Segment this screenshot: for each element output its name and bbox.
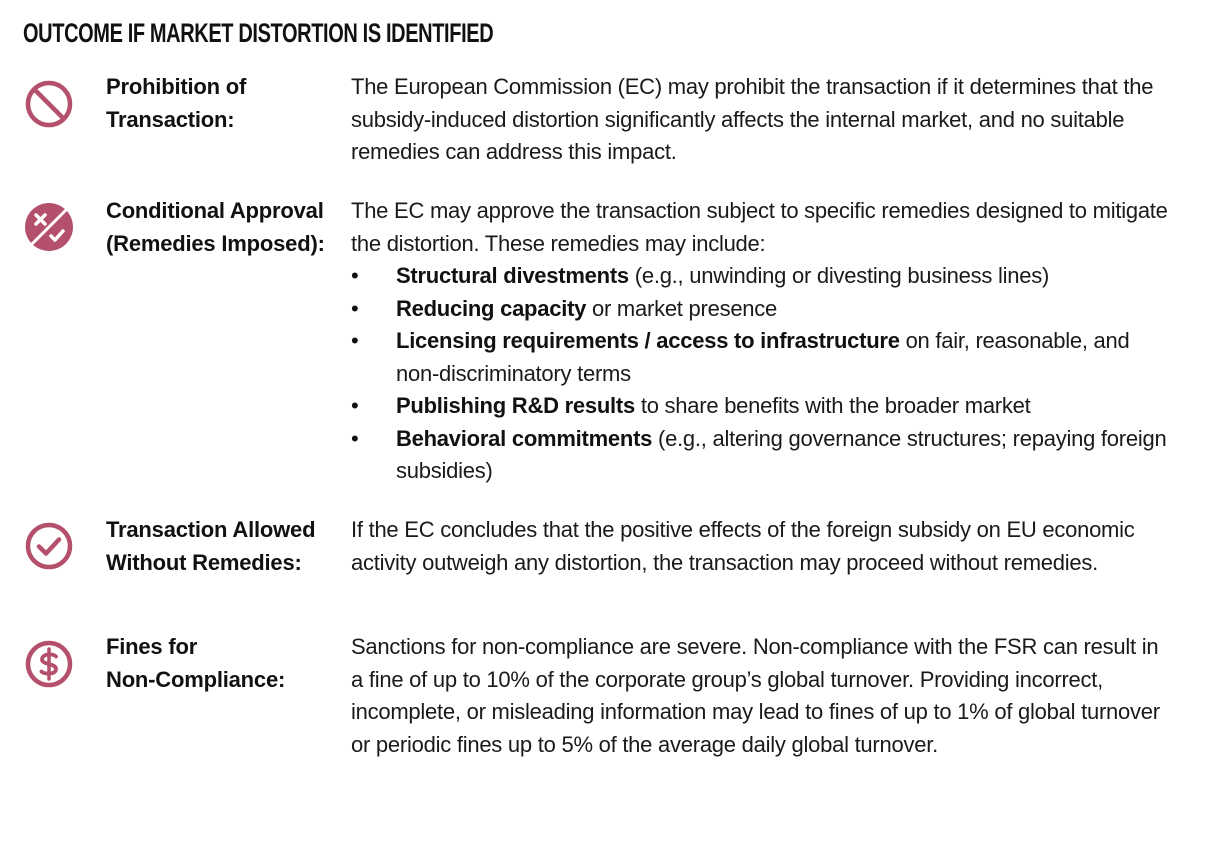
label-line: Without Remedies: <box>106 549 302 575</box>
list-item <box>351 293 1171 326</box>
label-line: Non-Compliance: <box>106 666 286 692</box>
label-line: Transaction: <box>106 106 235 132</box>
outcome-description <box>351 631 1171 761</box>
list-item <box>351 260 1171 293</box>
prohibited-icon <box>24 79 74 129</box>
remedies-list <box>351 260 1171 488</box>
outcome-label <box>106 195 341 260</box>
description-text: The EC may approve the transaction subject to specific remedies designed to mitigate the distortion. These remedies may include: <box>351 198 1168 256</box>
outcome-label <box>106 514 341 579</box>
outcome-label <box>106 71 341 136</box>
conditional-approval-icon <box>24 202 74 252</box>
remedy-bold: Publishing R&D results <box>396 393 635 418</box>
check-circle-icon <box>24 521 74 571</box>
label-line: Prohibition of <box>106 74 247 99</box>
remedy-bold: Behavioral commitments <box>396 425 653 451</box>
remedy-bold: Structural divestments <box>396 263 629 288</box>
outcome-description <box>351 514 1171 579</box>
remedy-text: to share benefits with the broader market <box>634 393 1031 418</box>
outcome-description <box>351 71 1171 169</box>
label-line: Fines for <box>106 634 198 659</box>
description-text: Sanctions for non-compliance are severe. Non-compliance with the FSR can result in a fine of up to 10% of the corporate group’s global turnover. Providing incorrect, incomplete, or misleading information may lead to fines of up to 1% of global turnover or periodic fines up to 5% of the average daily global turnover. <box>351 634 1160 757</box>
label-line: (Remedies Imposed): <box>106 230 325 256</box>
outcome-label <box>106 631 341 696</box>
list-item <box>351 423 1171 488</box>
dollar-icon <box>24 639 74 689</box>
list-item <box>351 390 1171 423</box>
outcome-description <box>351 195 1171 488</box>
remedy-bold: Licensing requirements / access to infrastructure <box>396 328 900 353</box>
remedy-text: or market presence <box>586 295 778 321</box>
remedy-text: (e.g., unwinding or divesting business lines) <box>628 263 1050 288</box>
label-line: Transaction Allowed <box>106 517 316 542</box>
remedy-text: on fair, reasonable, and non-discriminatory terms <box>396 328 1130 386</box>
description-text: If the EC concludes that the positive effects of the foreign subsidy on EU economic activity outweigh any distortion, the transaction may proceed without remedies. <box>351 517 1135 575</box>
list-item <box>351 325 1171 390</box>
remedy-bold: Reducing capacity <box>396 295 587 321</box>
label-line: Conditional Approval <box>106 198 324 223</box>
description-text: The European Commission (EC) may prohibit the transaction if it determines that the subsidy-induced distortion significantly affects the internal market, and no suitable remedies can address this impact. <box>351 74 1154 164</box>
section-heading: OUTCOME IF MARKET DISTORTION IS IDENTIFIED <box>23 18 494 48</box>
remedy-text: (e.g., altering governance structures; repaying foreign subsidies) <box>396 425 1167 483</box>
